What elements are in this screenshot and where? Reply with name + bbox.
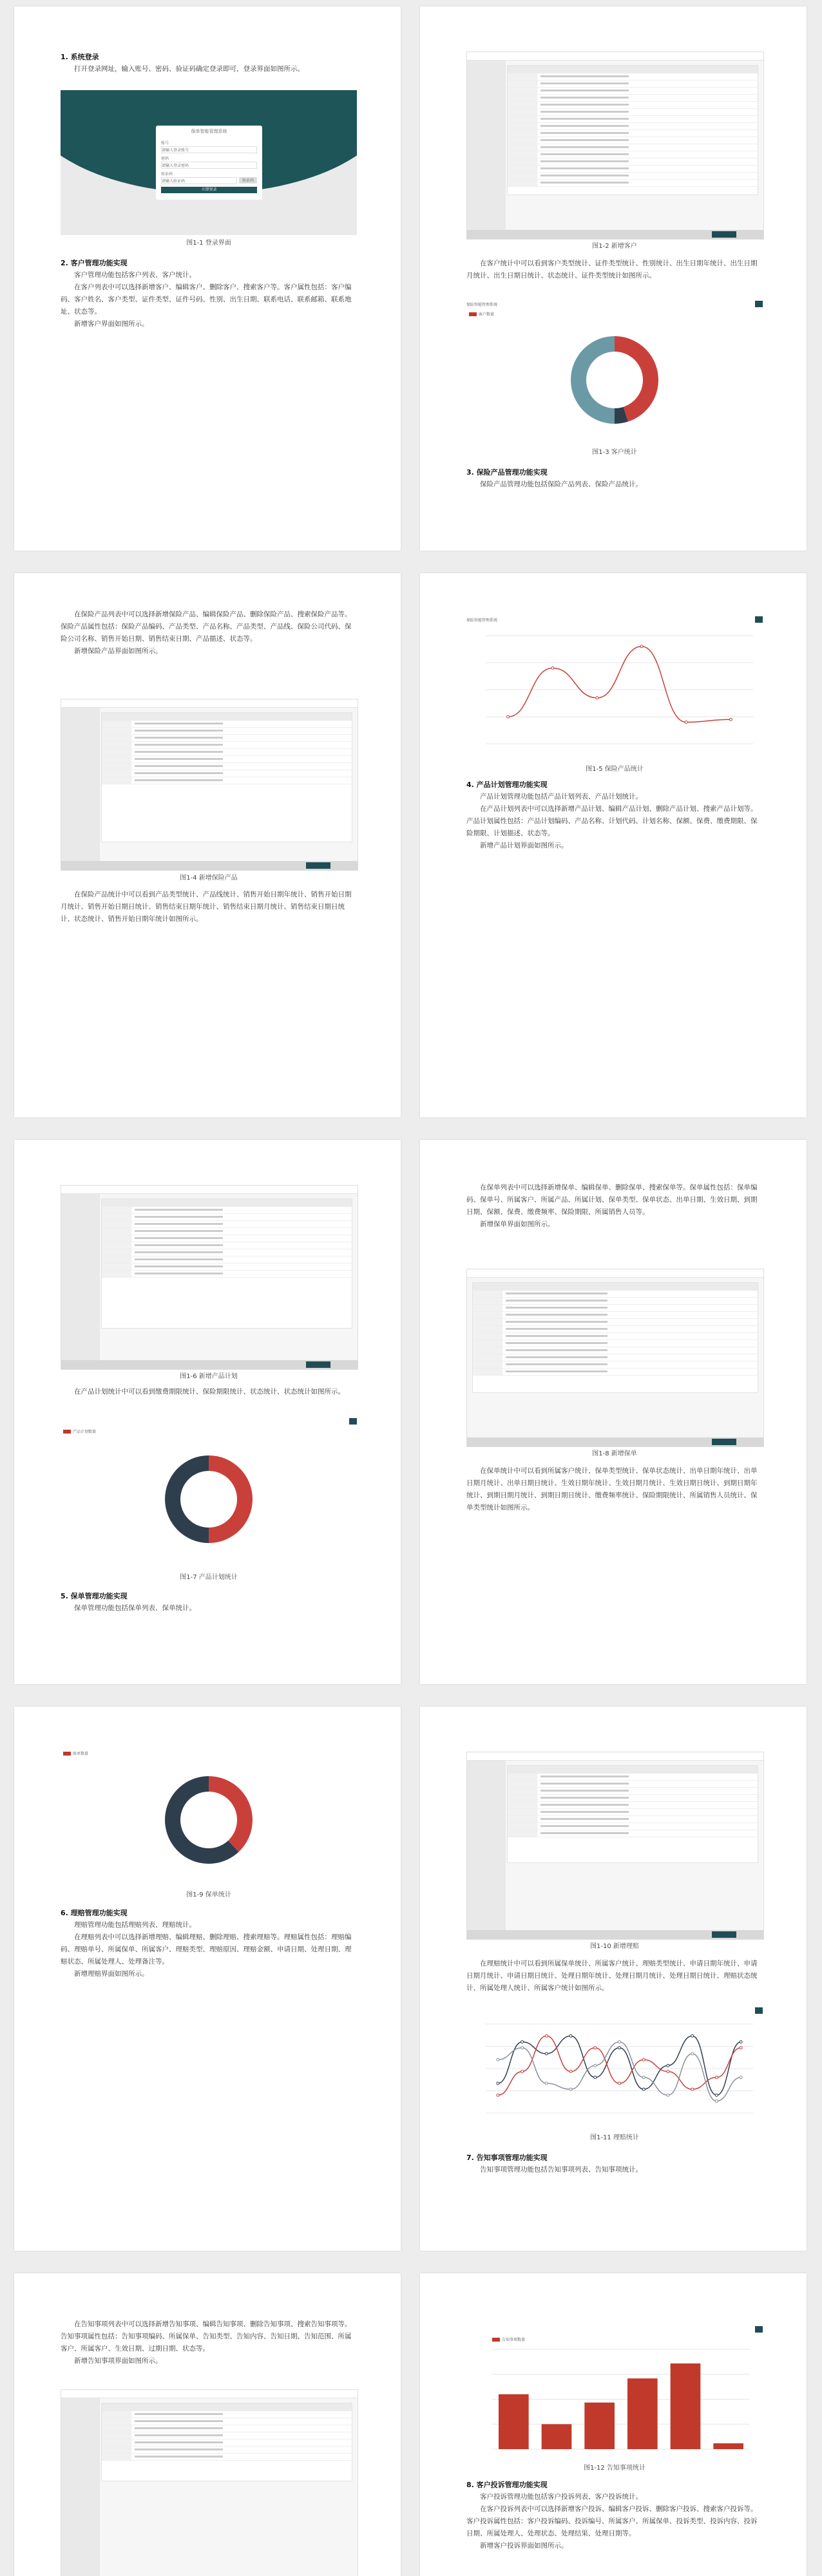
series-line — [508, 647, 731, 723]
data-point[interactable] — [596, 697, 598, 699]
form-row[interactable] — [102, 756, 352, 763]
data-point[interactable] — [545, 2034, 548, 2037]
form-row[interactable] — [508, 151, 758, 158]
figure-caption: 图1-12 告知事项统计 — [584, 2465, 645, 2472]
form-row[interactable] — [473, 1298, 758, 1305]
data-point[interactable] — [545, 2082, 548, 2085]
doc-page-9 — [14, 2273, 401, 2576]
search-icon[interactable] — [755, 616, 763, 623]
bar[interactable] — [499, 2394, 529, 2449]
figure-caption: 图1-7 产品计划统计 — [180, 1574, 238, 1581]
add-notice-screenshot — [61, 2389, 358, 2576]
add-customer-screenshot — [466, 52, 764, 240]
doc-page-1 — [14, 6, 401, 551]
form-row[interactable] — [508, 1795, 758, 1802]
legend-label: 告知事项数量 — [502, 2338, 526, 2342]
captcha-input[interactable]: 请输入验证码 — [161, 177, 237, 184]
notice-chart — [466, 2325, 763, 2460]
paragraph: 在产品计划列表中可以选择新增产品计划、编辑产品计划、删除产品计划、搜索产品计划等。产品计划属性包括：产品计划编码、产品名称、计划代码、计划名称、保额、保费、缴费期限、保险期限、计划描述、状态等。 — [466, 805, 758, 837]
form-row[interactable] — [102, 2447, 352, 2454]
form-row[interactable] — [508, 173, 758, 180]
form-row[interactable] — [508, 1830, 758, 1837]
form-row[interactable] — [102, 1207, 352, 1214]
data-point[interactable] — [497, 2058, 499, 2061]
figure-caption: 图1-2 新增客户 — [592, 243, 637, 250]
form-row[interactable] — [473, 1333, 758, 1340]
bar[interactable] — [584, 2403, 615, 2449]
data-point[interactable] — [521, 2041, 524, 2043]
form-row[interactable] — [473, 1312, 758, 1319]
form-row[interactable] — [102, 2439, 352, 2447]
form-row[interactable] — [102, 2454, 352, 2461]
form-row[interactable] — [508, 1774, 758, 1781]
paragraph: 新增告知事项界面如图所示。 — [74, 2357, 162, 2365]
data-point[interactable] — [618, 2041, 621, 2043]
form-row[interactable] — [508, 1802, 758, 1809]
form-row[interactable] — [102, 735, 352, 742]
figure-caption: 图1-6 新增产品计划 — [180, 1373, 238, 1380]
paragraph: 打开登录网址，输入账号、密码、验证码确定登录即可，登录界面如图所示。 — [74, 65, 304, 73]
data-point[interactable] — [507, 715, 510, 718]
username-label: 账号 — [161, 141, 169, 146]
doc-page-2 — [420, 6, 807, 551]
form-row[interactable] — [473, 1340, 758, 1347]
login-title: 保单智能管理系统 — [191, 129, 227, 134]
section-title: 2. 客户管理功能实现 — [61, 259, 128, 267]
data-point[interactable] — [618, 2047, 621, 2049]
form-row[interactable] — [508, 95, 758, 102]
form-row[interactable] — [473, 1291, 758, 1298]
bar[interactable] — [713, 2443, 743, 2449]
form-row[interactable] — [102, 763, 352, 770]
doc-page-3 — [14, 573, 401, 1117]
password-input[interactable]: 请输入登录密码 — [161, 162, 257, 169]
form-panel-header — [102, 1199, 352, 1207]
section-title: 3. 保险产品管理功能实现 — [466, 468, 548, 477]
form-row[interactable] — [102, 1242, 352, 1249]
form-row[interactable] — [102, 2425, 352, 2432]
paragraph: 在理赔统计中可以看到所属保单统计、所属客户统计、理赔类型统计、申请日期年统计、申请日期月统计、申请日期日统计、处理日期年统计、处理日期月统计、处理日期日统计、理赔状态统计、所属处理人统计、所属客户统计如图所示。 — [466, 1960, 758, 1992]
form-row[interactable] — [102, 1249, 352, 1256]
bar[interactable] — [671, 2363, 701, 2449]
policy-pie-chart — [61, 1756, 357, 1884]
paragraph: 在保单统计中可以看到所属客户统计、保单类型统计、保单状态统计、出单日期年统计、出单日期月统计、出单日期日统计、生效日期年统计、生效日期月统计、生效日期日统计、到期日期年统计、到期日期月统计、到期日期日统计、缴费频率统计、保险期限统计、所属销售人员统计、保单类型统计如图所示。 — [466, 1467, 758, 1511]
legend-label: 产品计划数量 — [73, 1430, 97, 1434]
paragraph: 新增产品计划界面如图所示。 — [480, 842, 568, 849]
form-row[interactable] — [473, 1305, 758, 1312]
data-point[interactable] — [521, 2047, 524, 2049]
form-row[interactable] — [102, 1221, 352, 1228]
paragraph: 新增客户界面如图所示。 — [74, 320, 149, 328]
paragraph: 新增客户投诉界面如图所示。 — [480, 2542, 568, 2550]
paragraph: 产品计划管理功能包括产品计划列表、产品计划统计。 — [480, 793, 642, 800]
paragraph: 在理赔列表中可以选择新增理赔、编辑理赔、删除理赔、搜索理赔等。理赔属性包括：理赔编码、理赔单号、所属保单、所属客户、理赔类型、理赔原因、理赔金额、申请日期、处理日期、理赔状态、所属处理人、处理备注等。 — [61, 1933, 352, 1965]
paragraph: 客户管理功能包括客户列表、客户统计。 — [74, 271, 196, 279]
paragraph: 在客户投诉列表中可以选择新增客户投诉、编辑客户投诉、删除客户投诉、搜索客户投诉等。客户投诉属性包括：客户投诉编码、投诉编号、所属客户、所属保单、投诉类型、投诉内容、投诉日期、所属处理人、处理状态、处理结果、处理日期等。 — [466, 2505, 758, 2537]
legend-swatch — [63, 1430, 71, 1434]
data-point[interactable] — [715, 2076, 718, 2079]
paragraph: 新增保险产品界面如图所示。 — [74, 647, 162, 655]
notice-bar-chart — [466, 2343, 763, 2459]
doc-page-8 — [420, 1707, 807, 2251]
paragraph: 保单管理功能包括保单列表、保单统计。 — [74, 1604, 196, 1612]
form-row[interactable] — [102, 742, 352, 749]
paragraph: 新增理赔界面如图所示。 — [74, 1970, 149, 1978]
form-row[interactable] — [508, 1816, 758, 1823]
data-point[interactable] — [594, 2076, 597, 2079]
data-point[interactable] — [594, 2064, 597, 2067]
data-point[interactable] — [685, 721, 687, 723]
form-row[interactable] — [508, 130, 758, 137]
pie-slice[interactable] — [571, 336, 615, 424]
series-line — [498, 2042, 741, 2101]
figure-caption: 图1-8 新增保单 — [592, 1450, 637, 1457]
form-row[interactable] — [102, 728, 352, 735]
data-point[interactable] — [691, 2034, 694, 2037]
form-row[interactable] — [473, 1319, 758, 1326]
form-row[interactable] — [102, 749, 352, 756]
section-title: 5. 保单管理功能实现 — [61, 1592, 128, 1600]
data-point[interactable] — [691, 2088, 694, 2090]
paragraph: 在产品计划统计中可以看到缴费期限统计、保险期限统计、状态统计、状态统计如图所示。 — [74, 1388, 345, 1396]
data-point[interactable] — [740, 2041, 742, 2043]
pie-slice[interactable] — [209, 1776, 253, 1852]
legend-swatch — [492, 2338, 500, 2342]
paragraph: 在保险产品统计中可以看到产品类型统计、产品线统计、销售开始日期年统计、销售开始日期月统计、销售开始日期日统计、销售结束日期年统计、销售结束日期月统计、销售结束日期日统计、状态统计、销售开始日期年统计如图所示。 — [61, 891, 352, 923]
add-claim-screenshot — [466, 1752, 764, 1940]
form-row[interactable] — [508, 123, 758, 130]
doc-page-4 — [420, 573, 807, 1117]
form-row[interactable] — [102, 2411, 352, 2418]
legend-label: 客户数量 — [479, 312, 495, 317]
data-point[interactable] — [642, 2058, 645, 2061]
search-icon[interactable] — [755, 2007, 763, 2014]
data-point[interactable] — [497, 2082, 499, 2085]
login-screenshot — [61, 90, 357, 235]
data-point[interactable] — [729, 718, 732, 721]
data-point[interactable] — [569, 2070, 572, 2073]
plan-pie-chart — [61, 1435, 357, 1564]
figure-caption: 图1-1 登录界面 — [186, 240, 231, 247]
add-product-screenshot — [61, 699, 358, 871]
doc-page-7 — [14, 1707, 401, 2251]
captcha-label: 验证码 — [161, 172, 173, 176]
form-row[interactable] — [473, 1326, 758, 1333]
section-title: 6. 理赔管理功能实现 — [61, 1909, 128, 1917]
form-row[interactable] — [102, 2432, 352, 2439]
section-title: 8. 客户投诉管理功能实现 — [466, 2481, 548, 2489]
figure-caption: 图1-5 保险产品统计 — [586, 766, 644, 773]
pie-slice[interactable] — [165, 1455, 209, 1543]
figure-caption: 图1-3 客户统计 — [592, 449, 637, 456]
form-row[interactable] — [473, 1347, 758, 1354]
chart-toolbar-title: 保险智能管理系统 — [466, 302, 498, 307]
form-row[interactable] — [508, 88, 758, 95]
form-row[interactable] — [102, 2418, 352, 2425]
form-row[interactable] — [102, 1214, 352, 1221]
data-point[interactable] — [691, 2052, 694, 2055]
doc-page-5 — [14, 1140, 401, 1684]
product-line-chart — [466, 629, 763, 758]
claim-line-chart — [466, 2018, 763, 2127]
form-panel-header — [102, 2403, 352, 2411]
form-row[interactable] — [508, 158, 758, 166]
form-panel-header — [102, 713, 352, 721]
form-row[interactable] — [508, 1823, 758, 1830]
customer-chart — [466, 299, 763, 444]
form-row[interactable] — [508, 102, 758, 109]
form-row[interactable] — [508, 137, 758, 144]
policy-chart — [61, 1739, 357, 1887]
data-point[interactable] — [715, 2100, 718, 2103]
data-point[interactable] — [667, 2064, 669, 2067]
legend-swatch — [63, 1752, 71, 1756]
paragraph: 在告知事项列表中可以选择新增告知事项、编辑告知事项、删除告知事项、搜索告知事项等。告知事项属性包括：告知事项编码、所属保单、告知类型、告知内容、告知日期、告知范围、所属客户、所属客户、生效日期、过期日期、状态等。 — [61, 2320, 352, 2353]
form-row[interactable] — [508, 1788, 758, 1795]
form-row[interactable] — [102, 1264, 352, 1271]
form-row[interactable] — [102, 721, 352, 728]
chart-toolbar-title: 保险智能管理系统 — [466, 618, 498, 623]
form-row[interactable] — [508, 180, 758, 187]
paragraph: 在客户列表中可以选择新增客户、编辑客户、删除客户、搜索客户等。客户属性包括：客户编码、客户姓名、客户类型、证件类型、证件号码、性别、出生日期、联系电话、联系邮箱、联系地址、状态等。 — [61, 283, 352, 316]
paragraph: 告知事项管理功能包括告知事项列表、告知事项统计。 — [480, 2166, 642, 2174]
captcha-image[interactable]: 验证码 — [239, 177, 257, 184]
paragraph: 新增保单界面如图所示。 — [480, 1220, 555, 1228]
data-point[interactable] — [569, 2034, 572, 2037]
doc-page-6 — [420, 1140, 807, 1684]
search-icon[interactable] — [755, 301, 763, 307]
add-plan-screenshot — [61, 1185, 358, 1370]
form-row[interactable] — [508, 166, 758, 173]
claim-chart — [466, 2006, 763, 2128]
form-row[interactable] — [102, 1271, 352, 1278]
data-point[interactable] — [642, 2088, 645, 2090]
section-title: 4. 产品计划管理功能实现 — [466, 781, 548, 789]
doc-page-10 — [420, 2273, 807, 2576]
section-title: 1. 系统登录 — [61, 53, 99, 61]
form-row[interactable] — [102, 1235, 352, 1242]
form-row[interactable] — [508, 80, 758, 88]
data-point[interactable] — [551, 667, 554, 669]
data-point[interactable] — [715, 2094, 718, 2096]
paragraph: 在客户统计中可以看到客户类型统计、证件类型统计、性别统计、出生日期年统计、出生日期月统计、出生日期日统计、状态统计、证件类型统计如图所示。 — [466, 260, 758, 279]
password-label: 密码 — [161, 156, 169, 161]
legend-label: 保单数量 — [73, 1752, 89, 1756]
form-row[interactable] — [102, 770, 352, 777]
section-title: 7. 告知事项管理功能实现 — [466, 2154, 548, 2162]
form-row[interactable] — [473, 1368, 758, 1376]
data-point[interactable] — [521, 2070, 524, 2073]
figure-caption: 图1-11 理赔统计 — [590, 2134, 639, 2141]
paragraph: 客户投诉管理功能包括客户投诉列表、客户投诉统计。 — [480, 2493, 642, 2501]
form-row[interactable] — [473, 1354, 758, 1361]
form-row[interactable] — [508, 1781, 758, 1788]
data-point[interactable] — [667, 2094, 669, 2096]
search-icon[interactable] — [755, 2326, 763, 2333]
data-point[interactable] — [569, 2088, 572, 2090]
data-point[interactable] — [667, 2070, 669, 2073]
data-point[interactable] — [594, 2047, 597, 2049]
form-panel-header — [508, 66, 758, 73]
login-dialog — [156, 126, 262, 200]
figure-caption: 图1-9 保单统计 — [186, 1891, 231, 1899]
add-policy-screenshot — [466, 1269, 764, 1447]
data-point[interactable] — [640, 645, 643, 648]
data-point[interactable] — [740, 2076, 742, 2079]
bar[interactable] — [627, 2378, 658, 2449]
form-row[interactable] — [508, 144, 758, 151]
data-point[interactable] — [497, 2094, 499, 2096]
paragraph: 在保单列表中可以选择新增保单、编辑保单、删除保单、搜索保单等。保单属性包括：保单编码、保单号、所属客户、所属产品、所属计划、保单类型、保单状态、出单日期、生效日期、到期日期、保额、保费、缴费频率、保险期限、所属销售人员等。 — [466, 1184, 758, 1216]
figure-caption: 图1-10 新增理赔 — [590, 1943, 639, 1950]
form-row[interactable] — [508, 116, 758, 123]
login-button[interactable]: 立即登录 — [161, 187, 257, 193]
plan-chart — [61, 1417, 357, 1565]
data-point[interactable] — [545, 2052, 548, 2055]
form-row[interactable] — [508, 1809, 758, 1816]
form-row[interactable] — [508, 109, 758, 116]
paragraph: 理赔管理功能包括理赔列表、理赔统计。 — [74, 1921, 196, 1929]
bar[interactable] — [542, 2424, 572, 2449]
form-row[interactable] — [102, 1256, 352, 1264]
form-row[interactable] — [102, 777, 352, 784]
product-chart — [466, 615, 763, 760]
username-input[interactable]: 请输入登录账号 — [161, 146, 257, 153]
data-point[interactable] — [642, 2076, 645, 2079]
form-row[interactable] — [102, 1228, 352, 1235]
paragraph: 保险产品管理功能包括保险产品列表、保险产品统计。 — [480, 480, 642, 488]
form-panel-header — [508, 1766, 758, 1774]
figure-caption: 图1-4 新增保险产品 — [180, 875, 238, 882]
customer-pie-chart — [466, 316, 763, 444]
pie-slice[interactable] — [209, 1455, 253, 1543]
data-point[interactable] — [740, 2047, 742, 2049]
data-point[interactable] — [618, 2082, 621, 2085]
paragraph: 在保险产品列表中可以选择新增保险产品、编辑保险产品、删除保险产品、搜索保险产品等。保险产品属性包括：保险产品编码、产品类型、产品名称、产品类型、产品线、保险公司代码、保险公司名称、销售开始日期、销售结束日期、产品描述、状态等。 — [61, 611, 352, 643]
search-icon[interactable] — [349, 1418, 357, 1425]
form-panel-header — [473, 1283, 758, 1291]
form-row[interactable] — [508, 73, 758, 80]
form-row[interactable] — [473, 1361, 758, 1368]
